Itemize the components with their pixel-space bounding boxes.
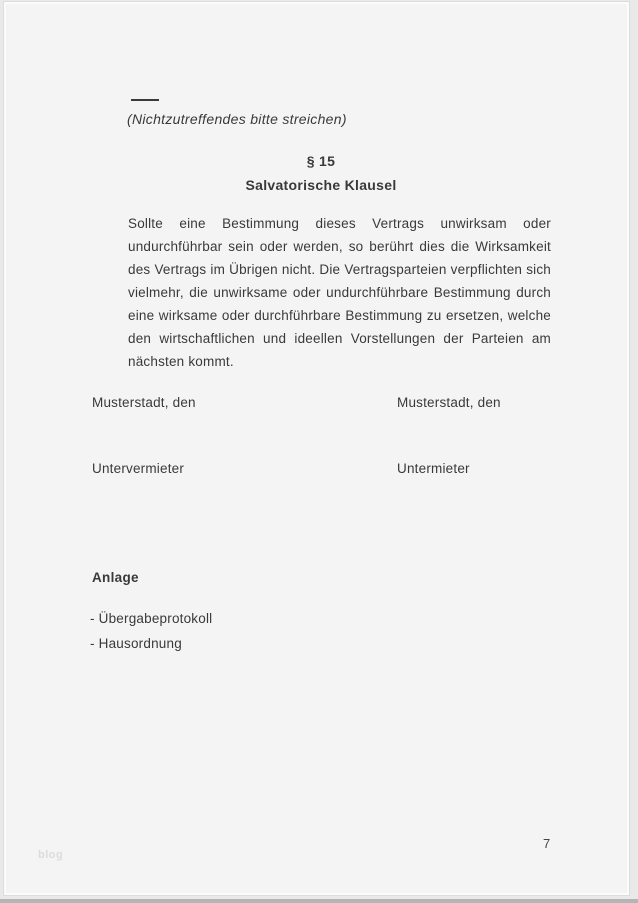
- attachment-item-uebergabeprotokoll: - Übergabeprotokoll: [90, 611, 213, 626]
- section-heading: [92, 149, 550, 197]
- page-number: 7: [543, 836, 551, 851]
- signature-role-untervermieter: Untervermieter: [92, 461, 185, 476]
- strike-note: (Nichtzutreffendes bitte streichen): [127, 111, 347, 127]
- signature-place-date-right: Musterstadt, den: [397, 395, 501, 410]
- signature-role-untermieter: Untermieter: [397, 461, 470, 476]
- signature-place-date-left: Musterstadt, den: [92, 395, 196, 410]
- strike-line: [131, 99, 159, 101]
- attachments-heading: Anlage: [92, 570, 139, 585]
- section-number: § 15: [306, 153, 336, 169]
- attachment-item-hausordnung: - Hausordnung: [90, 636, 182, 651]
- section-body-paragraph: Sollte eine Bestimmung dieses Vertrags unwirksam oder undurchführbar sein oder werden, so berührt dies die Wirksamkeit des Vertrags im Übrigen nicht. Die Vertragsparteien verpflichten sich vielmehr, die unwirksame oder undurchführbare Bestimmung durch eine wirksame oder durchführbare Bestimmung zu ersetzen, welche den wirtschaftlichen und ideellen Vorstellungen der Parteien am nächsten kommt.: [128, 216, 551, 369]
- section-title: Salvatorische Klausel: [245, 177, 397, 193]
- watermark-text: blog: [38, 849, 64, 861]
